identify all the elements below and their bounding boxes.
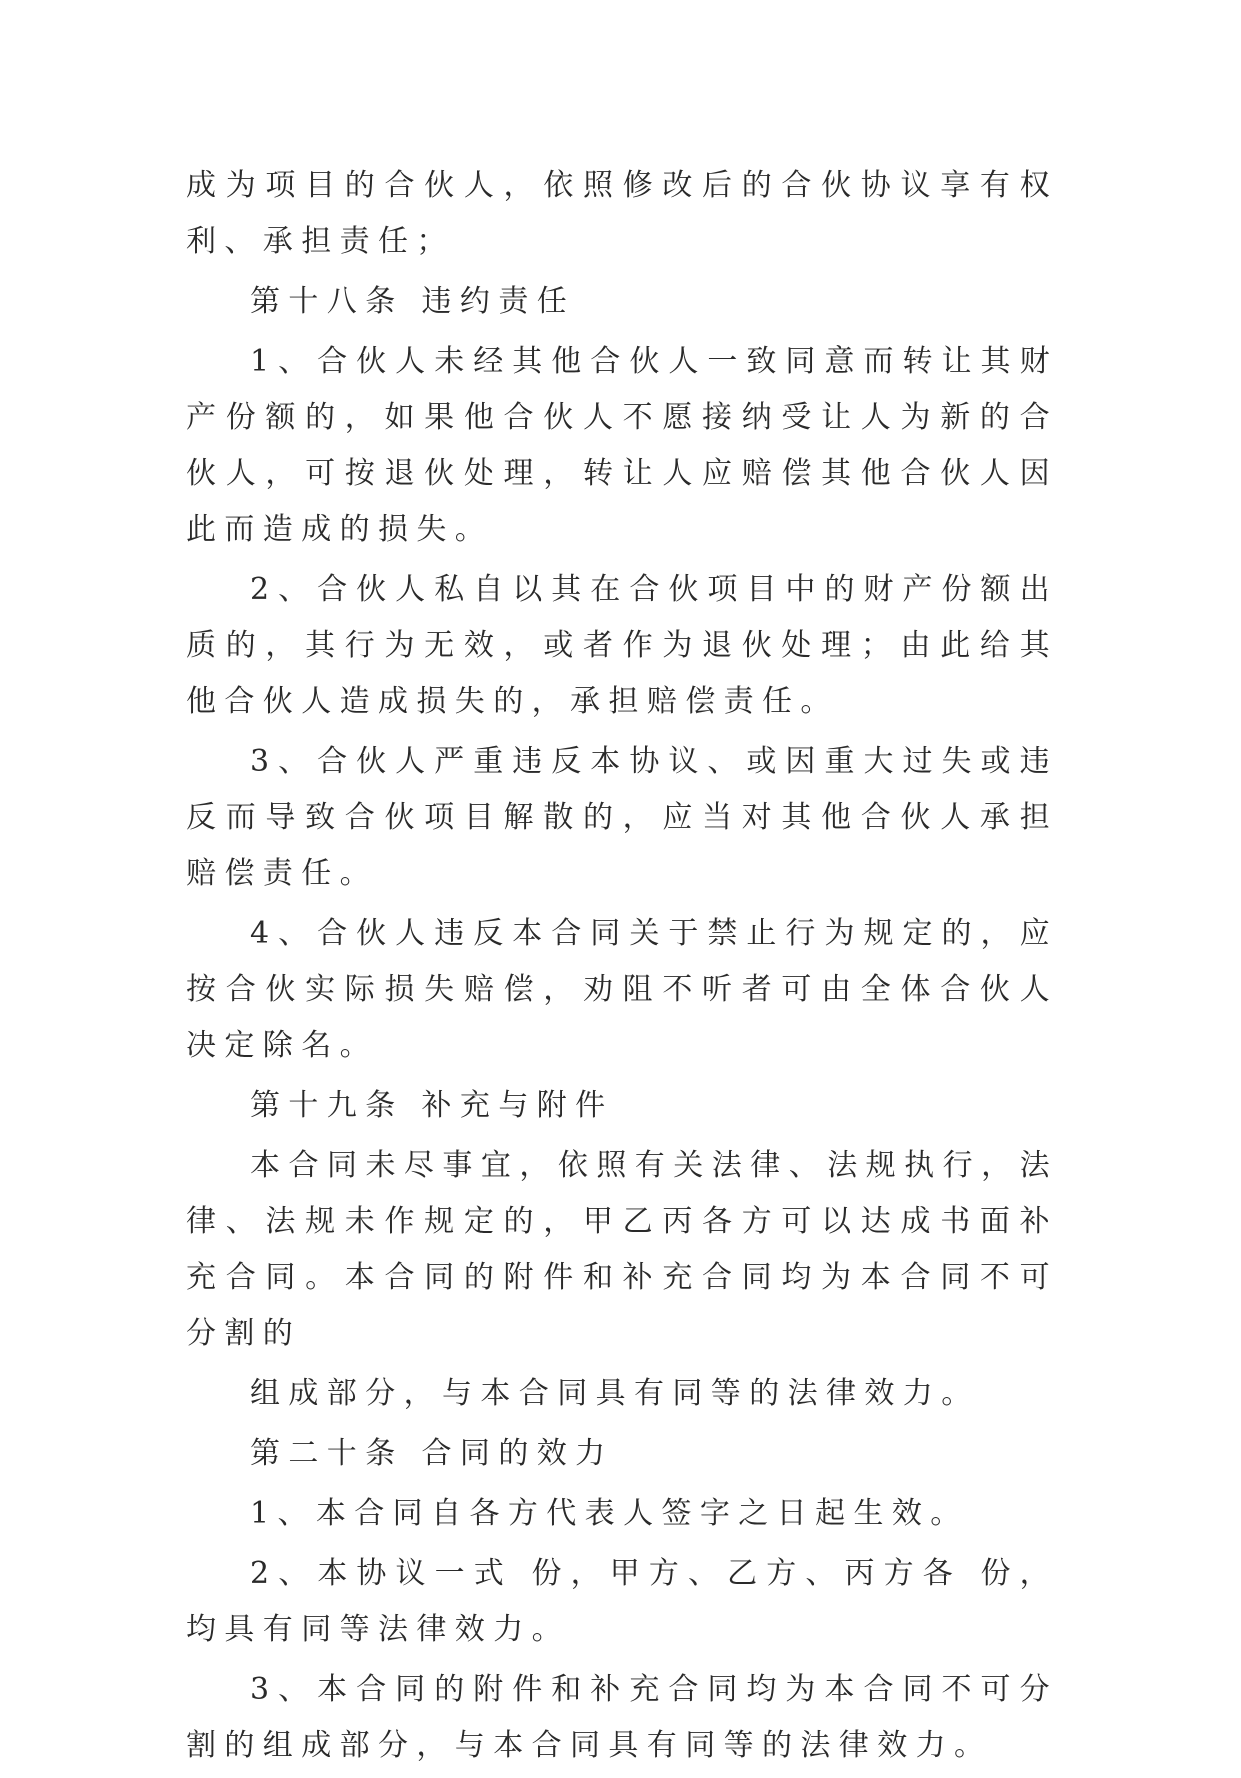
article-18-clause-2: 2、合伙人私自以其在合伙项目中的财产份额出质的，其行为无效，或者作为退伙处理；由此给其他合伙人造成损失的，承担赔偿责任。	[186, 572, 1058, 719]
article-20-clause-3: 3、本合同的附件和补充合同均为本合同不可分割的组成部分，与本合同具有同等的法律效力。	[186, 1672, 1058, 1763]
document-body	[186, 158, 1058, 1778]
article-19-heading: 第十九条 补充与附件	[250, 1088, 614, 1123]
article-20-clause-1: 1、本合同自各方代表人签字之日起生效。	[250, 1496, 969, 1531]
article-19-body: 本合同未尽事宜，依照有关法律、法规执行，法律、法规未作规定的，甲乙丙各方可以达成书面补充合同。本合同的附件和补充合同均为本合同不可分割的	[186, 1148, 1058, 1351]
article-20-clause-2: 2、本协议一式 份，甲方、乙方、丙方各 份，均具有同等法律效力。	[186, 1556, 1058, 1647]
article-20-heading: 第二十条 合同的效力	[250, 1436, 614, 1471]
article-18-clause-1: 1、合伙人未经其他合伙人一致同意而转让其财产份额的，如果他合伙人不愿接纳受让人为新的合伙人，可按退伙处理，转让人应赔偿其他合伙人因此而造成的损失。	[186, 344, 1058, 547]
article-18-clause-3: 3、合伙人严重违反本协议、或因重大过失或违反而导致合伙项目解散的，应当对其他合伙人承担赔偿责任。	[186, 744, 1058, 891]
article-18-clause-4: 4、合伙人违反本合同关于禁止行为规定的，应按合伙实际损失赔偿，劝阻不听者可由全体合伙人决定除名。	[186, 916, 1058, 1063]
article-18-heading: 第十八条 违约责任	[250, 284, 576, 319]
paragraph-continuation: 成为项目的合伙人，依照修改后的合伙协议享有权利、承担责任；	[186, 168, 1058, 259]
article-19-body-continued: 组成部分，与本合同具有同等的法律效力。	[250, 1376, 980, 1411]
